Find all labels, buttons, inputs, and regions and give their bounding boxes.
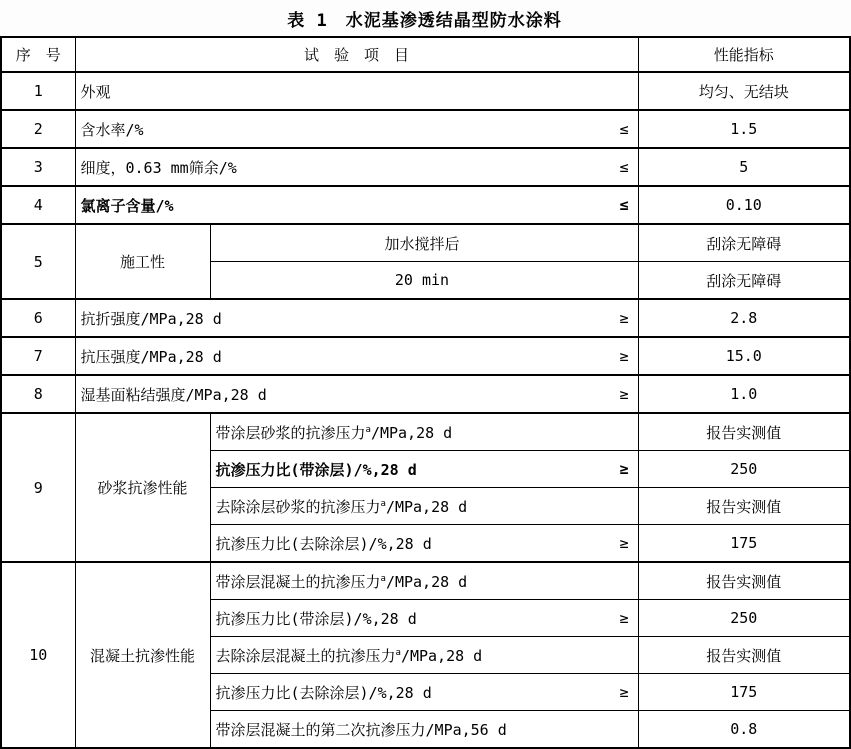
row-number: 3 (1, 148, 75, 186)
sub-item-label: 去除涂层砂浆的抗渗压力$^a$/MPa,28 d (215, 497, 468, 516)
table-title: 表 1 水泥基渗透结晶型防水涂料 (287, 10, 562, 31)
performance-value: 刮涂无障碍 (638, 224, 850, 262)
row-number: 4 (1, 186, 75, 224)
table-row (1, 224, 850, 262)
greater-equal-symbol: ≥ (619, 347, 629, 365)
performance-value: 5 (638, 148, 850, 186)
sub-item-cell (210, 711, 638, 749)
sub-item-label: 抗渗压力比(去除涂层)/%,28 d (215, 534, 432, 553)
test-item-cell (75, 337, 638, 375)
sub-item-label: 加水搅拌后 (384, 234, 460, 253)
superscript-note: a (395, 647, 401, 658)
row-number: 7 (1, 337, 75, 375)
less-equal-symbol: ≤ (619, 196, 629, 214)
header-row (1, 37, 850, 72)
less-equal-symbol: ≤ (619, 158, 629, 176)
performance-value: 175 (638, 525, 850, 563)
sub-item-label: 抗渗压力比(去除涂层)/%,28 d (215, 683, 432, 702)
column-header-test-item: 试 验 项 目 (75, 37, 638, 72)
sub-item-label: 20 min (394, 271, 450, 289)
sub-item-label: 抗渗压力比(带涂层)/%,28 d (215, 609, 417, 628)
performance-value: 0.8 (638, 711, 850, 749)
row-number: 1 (1, 72, 75, 110)
sub-item-cell (210, 600, 638, 637)
test-item-cell (75, 148, 638, 186)
row-number: 10 (1, 562, 75, 748)
performance-value: 报告实测值 (638, 413, 850, 451)
performance-value: 1.5 (638, 110, 850, 148)
table-row (1, 337, 850, 375)
performance-value: 0.10 (638, 186, 850, 224)
test-item-cell (75, 72, 638, 110)
table-row (1, 375, 850, 413)
sub-item-cell (210, 637, 638, 674)
sub-item-cell (210, 413, 638, 451)
performance-value: 2.8 (638, 299, 850, 337)
sub-item-cell (210, 488, 638, 525)
sub-item-cell (210, 562, 638, 600)
performance-value: 均匀、无结块 (638, 72, 850, 110)
row-number: 6 (1, 299, 75, 337)
performance-value: 报告实测值 (638, 637, 850, 674)
test-item-label: 抗压强度/MPa,28 d (80, 347, 222, 366)
table-row (1, 299, 850, 337)
sub-item-label: 去除涂层混凝土的抗渗压力$^a$/MPa,28 d (215, 646, 483, 665)
category-cell: 施工性 (75, 224, 210, 299)
test-item-label: 含水率/% (80, 120, 144, 139)
performance-value: 报告实测值 (638, 488, 850, 525)
superscript-note: a (380, 573, 386, 584)
category-cell: 砂浆抗渗性能 (75, 413, 210, 562)
performance-value: 250 (638, 600, 850, 637)
greater-equal-symbol: ≥ (619, 609, 629, 627)
sub-item-cell (210, 451, 638, 488)
sub-item-label: 抗渗压力比(带涂层)/%,28 d (215, 460, 417, 479)
category-cell: 混凝土抗渗性能 (75, 562, 210, 748)
greater-equal-symbol: ≥ (619, 385, 629, 403)
sub-item-cell (210, 224, 638, 262)
performance-value: 报告实测值 (638, 562, 850, 600)
spec-table (0, 36, 851, 749)
performance-value: 175 (638, 674, 850, 711)
row-number: 2 (1, 110, 75, 148)
test-item-label: 细度，0.63 mm筛余/% (80, 158, 237, 177)
sub-item-label: 带涂层混凝土的抗渗压力$^a$/MPa,28 d (215, 572, 468, 591)
less-equal-symbol: ≤ (619, 120, 629, 138)
greater-equal-symbol: ≥ (619, 534, 629, 552)
superscript-note: a (365, 424, 371, 435)
table-row (1, 562, 850, 600)
greater-equal-symbol: ≥ (619, 460, 629, 478)
performance-value: 15.0 (638, 337, 850, 375)
performance-value: 1.0 (638, 375, 850, 413)
test-item-label: 外观 (80, 82, 111, 101)
table-row (1, 148, 850, 186)
table-row (1, 413, 850, 451)
sub-item-cell (210, 674, 638, 711)
greater-equal-symbol: ≥ (619, 683, 629, 701)
test-item-cell (75, 375, 638, 413)
performance-value: 刮涂无障碍 (638, 262, 850, 300)
test-item-label: 抗折强度/MPa,28 d (80, 309, 222, 328)
column-header-performance-index: 性能指标 (638, 37, 850, 72)
superscript-note: a (380, 498, 386, 509)
table-row (1, 72, 850, 110)
sub-item-cell (210, 262, 638, 300)
test-item-cell (75, 110, 638, 148)
test-item-label: 氯离子含量/% (80, 196, 174, 215)
sub-item-label: 带涂层混凝土的第二次抗渗压力/MPa,56 d (215, 720, 507, 739)
test-item-cell (75, 299, 638, 337)
row-number: 8 (1, 375, 75, 413)
row-number: 5 (1, 224, 75, 299)
performance-value: 250 (638, 451, 850, 488)
column-header-number: 序 号 (1, 37, 75, 72)
test-item-label: 湿基面粘结强度/MPa,28 d (80, 385, 267, 404)
table-row (1, 110, 850, 148)
test-item-cell (75, 186, 638, 224)
table-row (1, 186, 850, 224)
sub-item-label: 带涂层砂浆的抗渗压力$^a$/MPa,28 d (215, 423, 453, 442)
sub-item-cell (210, 525, 638, 563)
row-number: 9 (1, 413, 75, 562)
greater-equal-symbol: ≥ (619, 309, 629, 327)
